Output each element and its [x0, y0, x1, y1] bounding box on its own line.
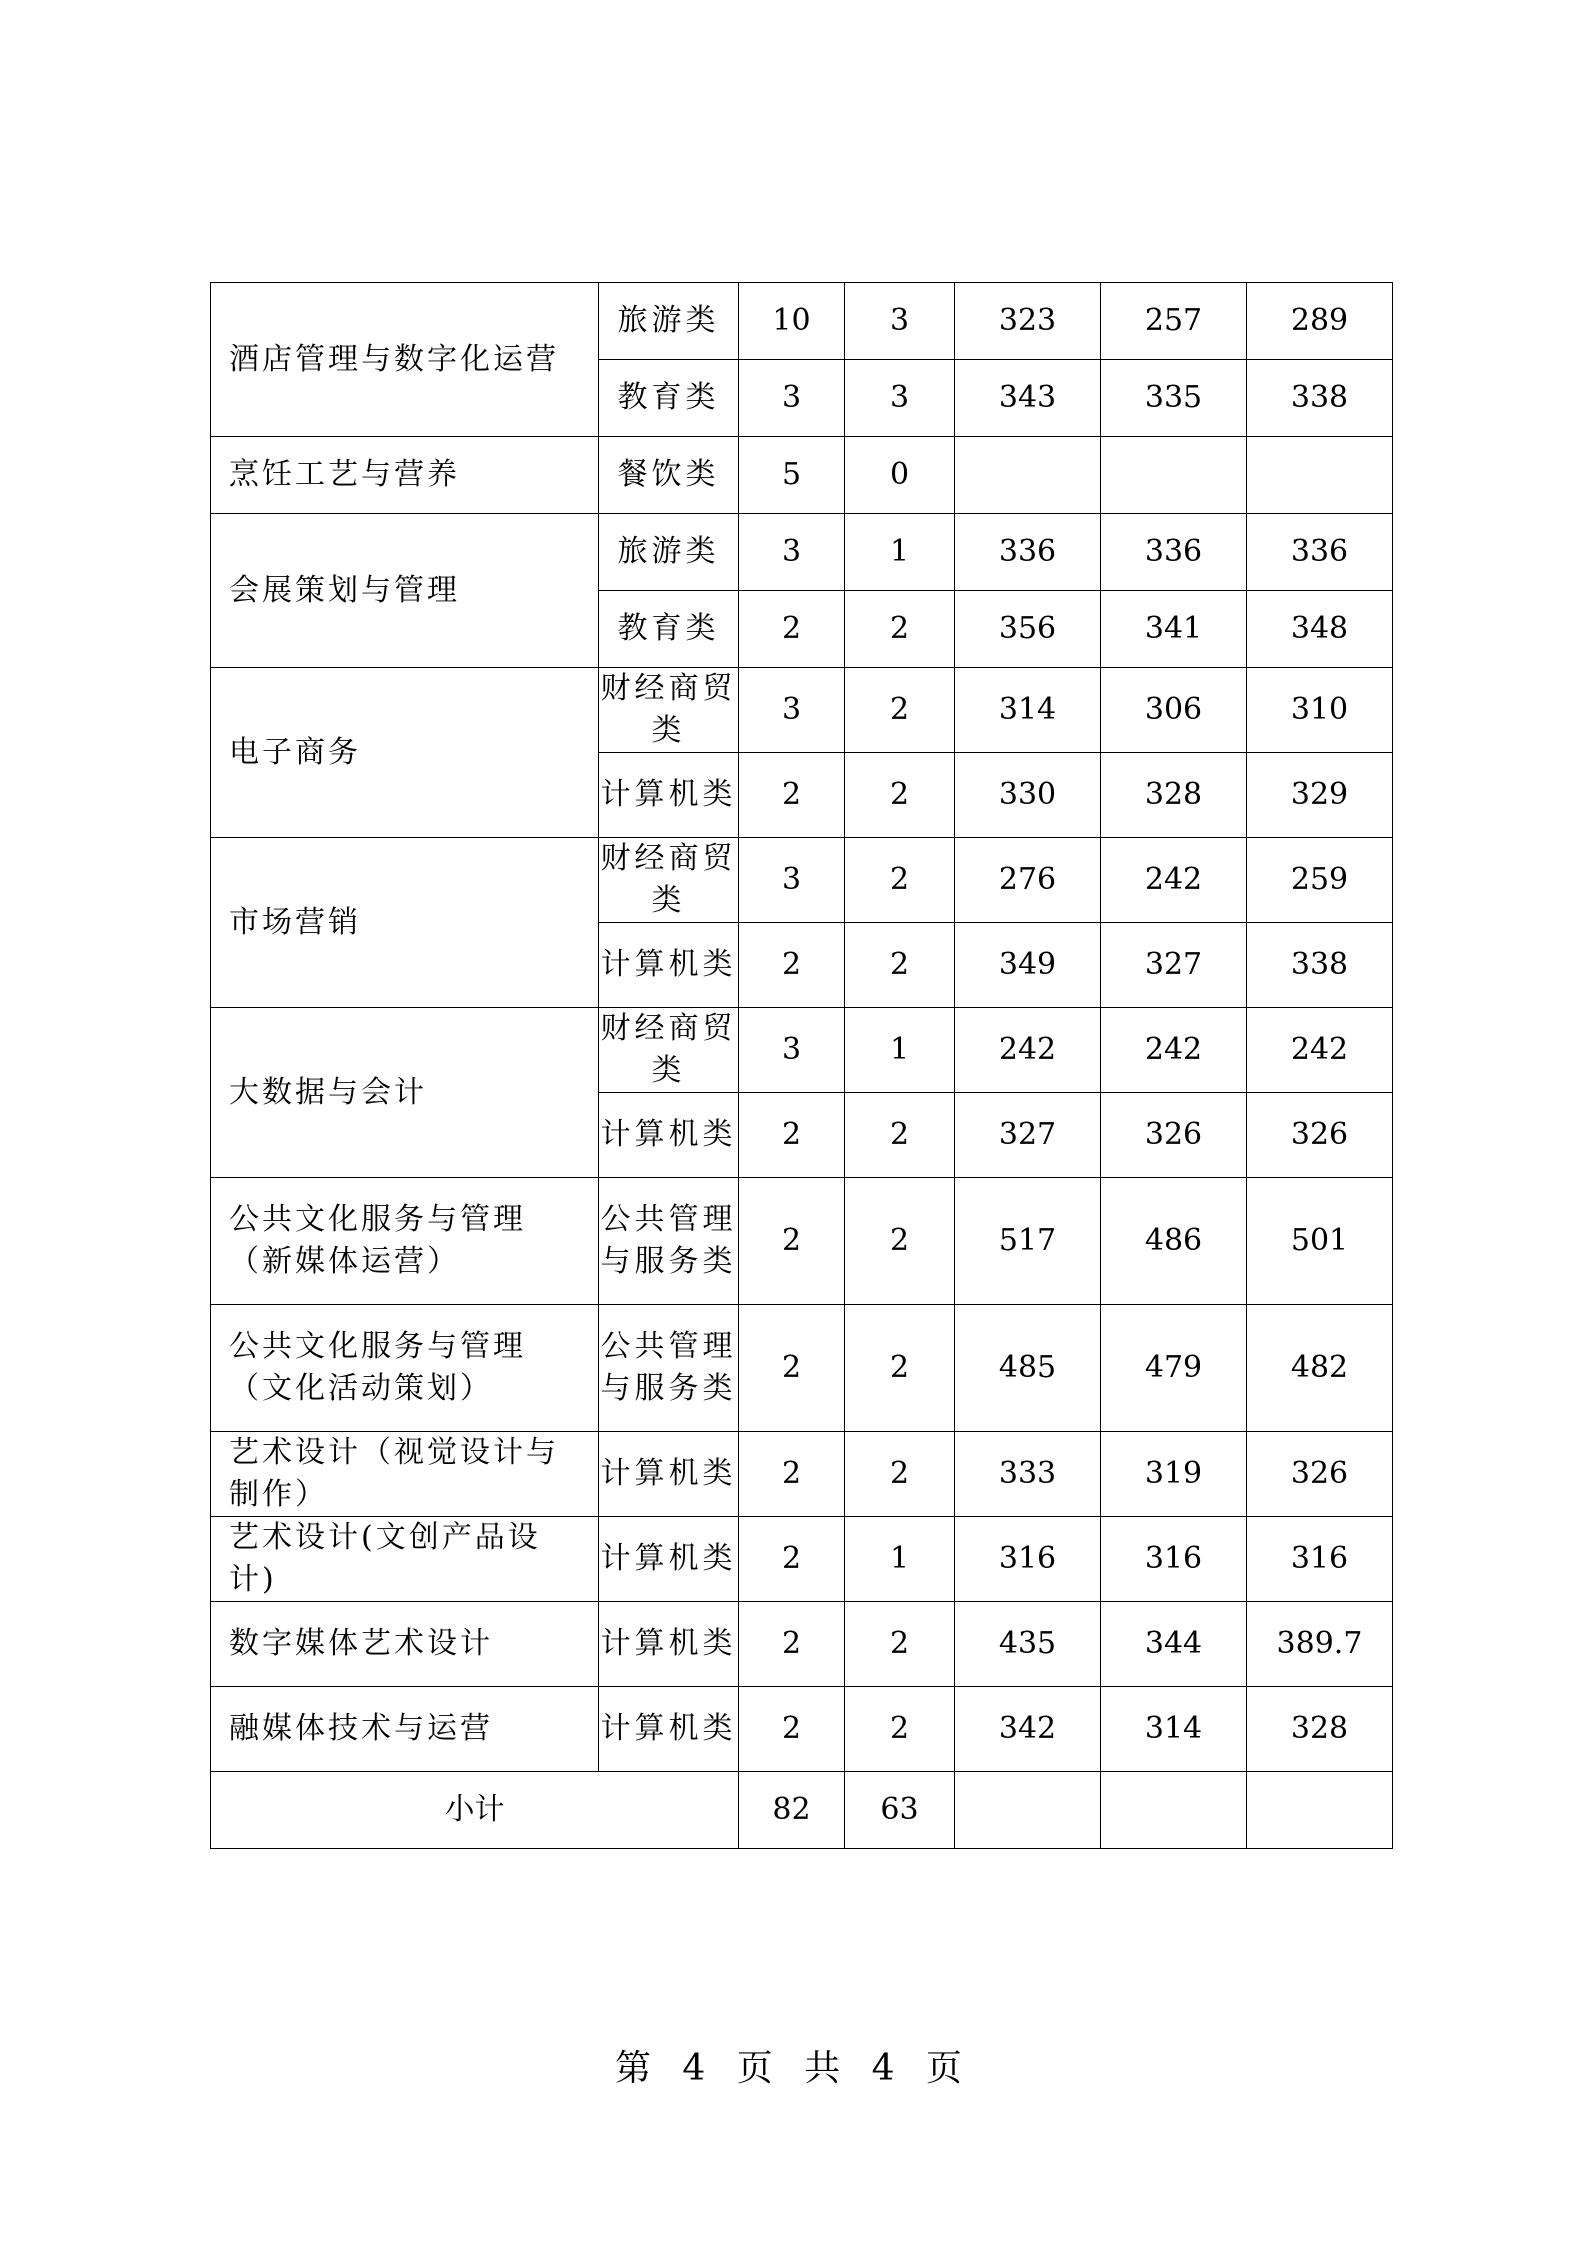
major-cell: 大数据与会计: [211, 1008, 599, 1178]
plan-cell: 2: [739, 923, 845, 1008]
admitted-cell: 1: [845, 514, 955, 591]
min-score-cell: 306: [1101, 668, 1247, 753]
min-score-cell: [1101, 437, 1247, 514]
table-row: [211, 1178, 1393, 1305]
table-row: [211, 1305, 1393, 1432]
plan-cell: 2: [739, 1432, 845, 1517]
avg-score-cell: 326: [1247, 1432, 1393, 1517]
major-cell: 艺术设计(文创产品设计): [211, 1517, 599, 1602]
max-score-cell: 349: [955, 923, 1101, 1008]
max-score-cell: 330: [955, 753, 1101, 838]
major-cell: 酒店管理与数字化运营: [211, 283, 599, 437]
admitted-cell: 2: [845, 838, 955, 923]
subject-cell: 餐饮类: [599, 437, 739, 514]
subject-cell: 计算机类: [599, 1432, 739, 1517]
major-cell: 融媒体技术与运营: [211, 1687, 599, 1772]
admitted-cell: 2: [845, 923, 955, 1008]
plan-cell: 2: [739, 1178, 845, 1305]
avg-score-cell: 389.7: [1247, 1602, 1393, 1687]
subject-cell: 计算机类: [599, 1602, 739, 1687]
admitted-cell: 3: [845, 360, 955, 437]
subject-cell: 财经商贸类: [599, 1008, 739, 1093]
avg-score-cell: 336: [1247, 514, 1393, 591]
min-score-cell: 344: [1101, 1602, 1247, 1687]
major-cell: 公共文化服务与管理（新媒体运营）: [211, 1178, 599, 1305]
major-cell: 数字媒体艺术设计: [211, 1602, 599, 1687]
min-score-cell: 316: [1101, 1517, 1247, 1602]
min-score-cell: 242: [1101, 1008, 1247, 1093]
plan-cell: 2: [739, 1093, 845, 1178]
avg-score-cell: 338: [1247, 360, 1393, 437]
max-score-cell: 327: [955, 1093, 1101, 1178]
min-score-cell: 335: [1101, 360, 1247, 437]
major-cell: 公共文化服务与管理（文化活动策划）: [211, 1305, 599, 1432]
admitted-cell: 2: [845, 1093, 955, 1178]
table-row: [211, 838, 1393, 923]
max-score-cell: 435: [955, 1602, 1101, 1687]
subtotal-row: [211, 1772, 1393, 1849]
plan-cell: 3: [739, 668, 845, 753]
plan-cell: 3: [739, 838, 845, 923]
admitted-cell: 2: [845, 1687, 955, 1772]
admitted-cell: 2: [845, 1432, 955, 1517]
major-cell: 电子商务: [211, 668, 599, 838]
avg-score-cell: 289: [1247, 283, 1393, 360]
max-score-cell: [955, 437, 1101, 514]
admitted-cell: 1: [845, 1008, 955, 1093]
min-score-cell: 486: [1101, 1178, 1247, 1305]
subject-cell: 教育类: [599, 360, 739, 437]
admitted-cell: 2: [845, 753, 955, 838]
min-score-cell: 257: [1101, 283, 1247, 360]
plan-cell: 2: [739, 1602, 845, 1687]
min-score-cell: 328: [1101, 753, 1247, 838]
table-row: [211, 437, 1393, 514]
avg-score-cell: 326: [1247, 1093, 1393, 1178]
admitted-cell: 3: [845, 283, 955, 360]
avg-score-cell: 328: [1247, 1687, 1393, 1772]
avg-score-cell: 242: [1247, 1008, 1393, 1093]
avg-score-cell: 338: [1247, 923, 1393, 1008]
plan-cell: 82: [739, 1772, 845, 1849]
max-score-cell: 336: [955, 514, 1101, 591]
admission-score-table: [210, 282, 1393, 1849]
admitted-cell: 1: [845, 1517, 955, 1602]
admitted-cell: 2: [845, 591, 955, 668]
avg-score-cell: 259: [1247, 838, 1393, 923]
admitted-cell: 63: [845, 1772, 955, 1849]
avg-score-cell: 501: [1247, 1178, 1393, 1305]
max-score-cell: 356: [955, 591, 1101, 668]
major-cell: 艺术设计（视觉设计与制作）: [211, 1432, 599, 1517]
max-score-cell: 323: [955, 283, 1101, 360]
subject-cell: 公共管理与服务类: [599, 1305, 739, 1432]
table-row: [211, 1687, 1393, 1772]
max-score-cell: 333: [955, 1432, 1101, 1517]
max-score-cell: 314: [955, 668, 1101, 753]
plan-cell: 2: [739, 753, 845, 838]
page-number: 第 4 页 共 4 页: [614, 2048, 973, 2089]
subject-cell: 旅游类: [599, 514, 739, 591]
table-row: [211, 283, 1393, 360]
admitted-cell: 0: [845, 437, 955, 514]
min-score-cell: 479: [1101, 1305, 1247, 1432]
avg-score-cell: 348: [1247, 591, 1393, 668]
plan-cell: 10: [739, 283, 845, 360]
admitted-cell: 2: [845, 1602, 955, 1687]
plan-cell: 3: [739, 360, 845, 437]
avg-score-cell: 482: [1247, 1305, 1393, 1432]
subject-cell: 公共管理与服务类: [599, 1178, 739, 1305]
plan-cell: 3: [739, 1008, 845, 1093]
max-score-cell: 342: [955, 1687, 1101, 1772]
max-score-cell: 343: [955, 360, 1101, 437]
max-score-cell: 242: [955, 1008, 1101, 1093]
min-score-cell: 314: [1101, 1687, 1247, 1772]
min-score-cell: 319: [1101, 1432, 1247, 1517]
plan-cell: 2: [739, 1305, 845, 1432]
plan-cell: 3: [739, 514, 845, 591]
max-score-cell: 276: [955, 838, 1101, 923]
min-score-cell: 327: [1101, 923, 1247, 1008]
subject-cell: 计算机类: [599, 1093, 739, 1178]
avg-score-cell: 310: [1247, 668, 1393, 753]
plan-cell: 2: [739, 1517, 845, 1602]
plan-cell: 2: [739, 1687, 845, 1772]
admitted-cell: 2: [845, 1178, 955, 1305]
major-cell: 烹饪工艺与营养: [211, 437, 599, 514]
table-row: [211, 1432, 1393, 1517]
table-row: [211, 1008, 1393, 1093]
avg-score-cell: [1247, 1772, 1393, 1849]
subject-cell: 计算机类: [599, 1517, 739, 1602]
max-score-cell: 316: [955, 1517, 1101, 1602]
max-score-cell: 485: [955, 1305, 1101, 1432]
min-score-cell: 336: [1101, 514, 1247, 591]
subject-cell: 计算机类: [599, 753, 739, 838]
max-score-cell: [955, 1772, 1101, 1849]
table-row: [211, 668, 1393, 753]
subtotal-label: 小计: [211, 1772, 739, 1849]
table-row: [211, 1517, 1393, 1602]
min-score-cell: 326: [1101, 1093, 1247, 1178]
subject-cell: 旅游类: [599, 283, 739, 360]
avg-score-cell: 316: [1247, 1517, 1393, 1602]
subject-cell: 财经商贸类: [599, 838, 739, 923]
subject-cell: 计算机类: [599, 1687, 739, 1772]
major-cell: 会展策划与管理: [211, 514, 599, 668]
admitted-cell: 2: [845, 668, 955, 753]
table-row: [211, 514, 1393, 591]
plan-cell: 2: [739, 591, 845, 668]
admitted-cell: 2: [845, 1305, 955, 1432]
avg-score-cell: 329: [1247, 753, 1393, 838]
avg-score-cell: [1247, 437, 1393, 514]
max-score-cell: 517: [955, 1178, 1101, 1305]
min-score-cell: [1101, 1772, 1247, 1849]
min-score-cell: 341: [1101, 591, 1247, 668]
subject-cell: 计算机类: [599, 923, 739, 1008]
major-cell: 市场营销: [211, 838, 599, 1008]
table-row: [211, 1602, 1393, 1687]
plan-cell: 5: [739, 437, 845, 514]
min-score-cell: 242: [1101, 838, 1247, 923]
subject-cell: 财经商贸类: [599, 668, 739, 753]
subject-cell: 教育类: [599, 591, 739, 668]
